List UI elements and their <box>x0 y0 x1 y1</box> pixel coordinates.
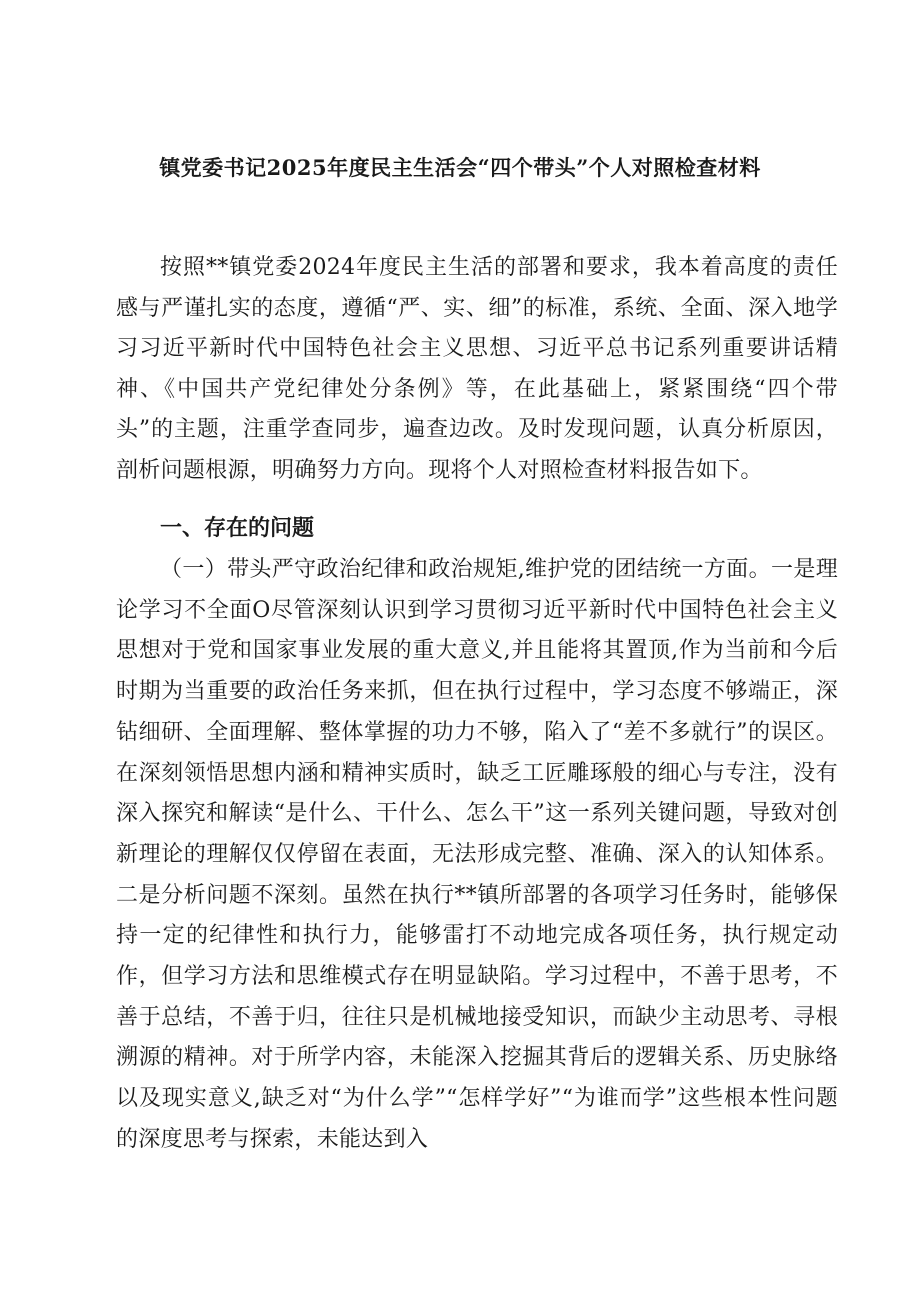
section-one-paragraph: （一）带头严守政治纪律和政治规矩,维护党的团结统一方面。一是理论学习不全面O尽管深刻认识到学习贯彻习近平新时代中国特色社会主义思想对于党和国家事业发展的重大意义,并且能将其置顶,作为当前和今后时期为当重要的政治任务来抓，但在执行过程中，学习态度不够端正，深钻细研、全面理解、整体掌握的功力不够，陷入了“差不多就行”的误区。在深刻领悟思想内涵和精神实质时，缺乏工匠雕琢般的细心与专注，没有深入探究和解读“是什么、干什么、怎么干”这一系列关键问题，导致对创新理论的理解仅仅停留在表面，无法形成完整、准确、深入的认知体系。二是分析问题不深刻。虽然在执行**镇所部署的各项学习任务时，能够保持一定的纪律性和执行力，能够雷打不动地完成各项任务，执行规定动作，但学习方法和思维模式存在明显缺陷。学习过程中，不善于思考，不善于总结，不善于归，往往只是机械地接受知识，而缺少主动思考、寻根溯源的精神。对于所学内容，未能深入挖掘其背后的逻辑关系、历史脉络以及现实意义,缺乏对“为什么学”“怎样学好”“为谁而学”这些根本性问题的深度思考与探索，未能达到入 <box>116 557 838 1152</box>
document-title: 镇党委书记2025年度民主生活会“四个带头”个人对照检查材料 <box>159 155 761 180</box>
intro-paragraph: 按照**镇党委2024年度民主生活的部署和要求，我本着高度的责任感与严谨扎实的态度，遵循“严、实、细”的标准，系统、全面、深入地学习习近平新时代中国特色社会主义思想、习近平总书记系列重要讲话精神、《中国共产党纪律处分条例》等，在此基础上，紧紧围绕“四个带头”的主题，注重学查同步，遍查边改。及时发现问题，认真分析原因，剖析问题根源，明确努力方向。现将个人对照检查材料报告如下。 <box>116 255 838 483</box>
section-heading-existing-problems: 一、存在的问题 <box>160 515 315 541</box>
